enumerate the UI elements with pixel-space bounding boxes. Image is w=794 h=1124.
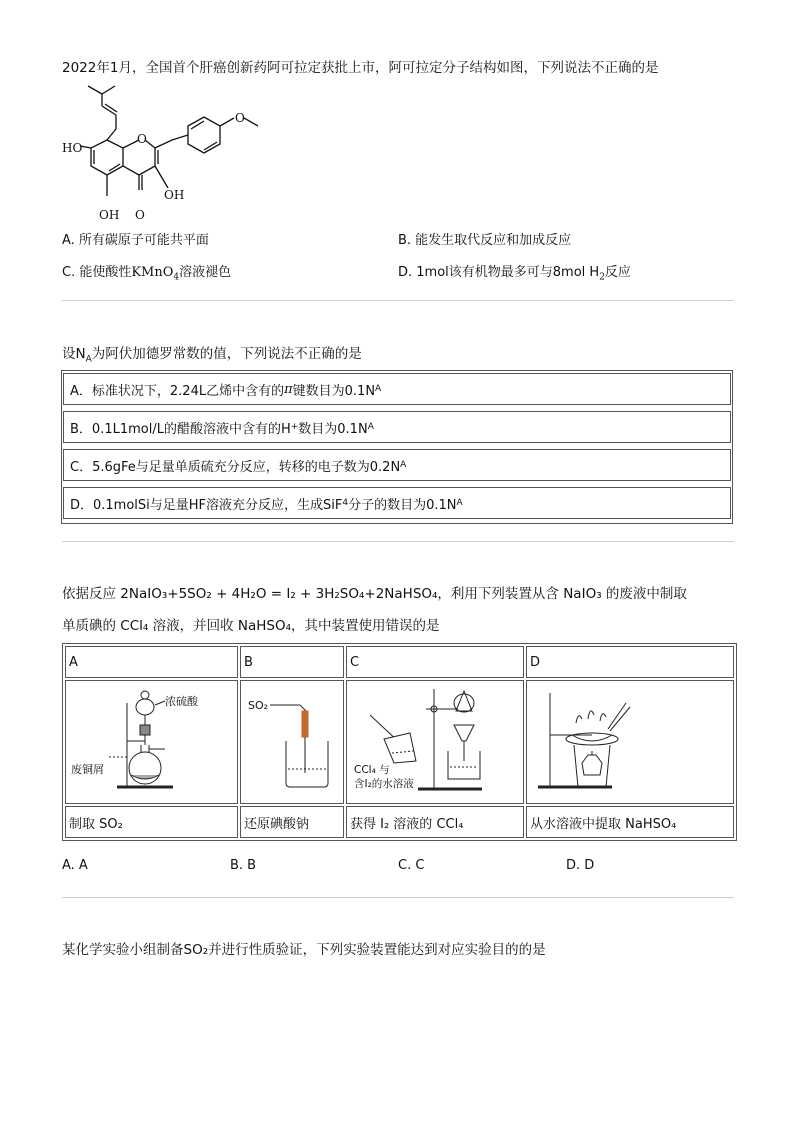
q1-option-d-prefix: D. 1mol该有机物最多可与8mol H (398, 265, 600, 280)
fig-c-label-1: CCl₄ 与 (354, 764, 390, 776)
q3-apparatus-table (62, 643, 737, 841)
figure-a-apparatus (69, 683, 234, 797)
ring-oxygen-label: O (137, 132, 147, 146)
q1-molecule-structure (60, 80, 280, 226)
q2-option-d[interactable] (63, 487, 731, 519)
divider (62, 541, 734, 542)
q2-stem (62, 344, 362, 370)
q2-d-text: D．0.1molSi与足量HF溶液充分反应，生成SiF (70, 497, 343, 513)
figure-a-cell (65, 680, 238, 804)
divider (62, 300, 734, 301)
q1-option-a[interactable]: A. 所有碳原子可能共平面 (62, 233, 209, 248)
caption-a: 制取 SO₂ (65, 806, 238, 838)
q1-option-c-sub: 4 (173, 272, 180, 283)
fig-c-label-2: 含I₂的水溶液 (354, 778, 414, 790)
q1-option-c-suffix: 溶液褪色 (179, 265, 232, 280)
caption-b: 还原碘酸钠 (240, 806, 344, 838)
q2-a-pi: π (284, 381, 293, 397)
q2-stem-post: 为阿伏加德罗常数的值，下列说法不正确的是 (91, 346, 362, 362)
q2-b-text2: 数目为0.1N (298, 421, 368, 437)
q1-option-c[interactable] (62, 261, 231, 283)
fig-a-side-label: 废铜屑 (71, 763, 104, 776)
q2-option-b[interactable] (63, 411, 731, 443)
q1-option-d[interactable] (398, 261, 631, 283)
ho-left-label: HO (62, 141, 83, 155)
q2-option-c[interactable] (63, 449, 731, 481)
caption-d: 从水溶液中提取 NaHSO₄ (526, 806, 734, 838)
q3-stem-line1: 依据反应 2NaIO₃+5SO₂ + 4H₂O = I₂ + 3H₂SO₄+2NaHSO₄，利用下列装置从含 NaIO₃ 的废液中制取 (62, 586, 687, 602)
header-d: D (526, 646, 734, 678)
q2-c-text: C．5.6gFe与足量单质硫充分反应，转移的电子数为0.2N (70, 459, 401, 475)
divider (62, 897, 734, 898)
carbonyl-oxygen-label: O (135, 208, 145, 222)
caption-c: 获得 I₂ 溶液的 CCl₄ (346, 806, 524, 838)
figure-c-cell (346, 680, 524, 804)
q2-b-sub: A (367, 422, 374, 432)
q3-answer-b[interactable]: B. B (230, 858, 257, 873)
figure-b-cell (240, 680, 344, 804)
q1-option-d-sub: 2 (599, 272, 605, 283)
q2-b-text: B．0.1L1mol/L的醋酸溶液中含有的H (70, 421, 291, 437)
q3-answer-c[interactable]: C. C (398, 858, 425, 873)
figure-d-cell (526, 680, 734, 804)
header-c: C (346, 646, 524, 678)
q1-option-b[interactable]: B. 能发生取代反应和加成反应 (398, 233, 572, 248)
fig-a-top-label: 浓硫酸 (165, 695, 198, 708)
q2-a-text2: 键数目为0.1N (292, 383, 376, 399)
q2-a-sub: A (375, 384, 382, 394)
fig-b-label: SO₂ (248, 699, 269, 712)
q2-d-sub: A (456, 498, 463, 508)
q3-answer-a[interactable]: A. A (62, 858, 88, 873)
q3-stem-line2: 单质碘的 CCl₄ 溶液，并回收 NaHSO₄，其中装置使用错误的是 (62, 618, 440, 634)
header-a: A (65, 646, 238, 678)
q1-option-c-formula: KMnO (131, 265, 174, 280)
figure-b-apparatus (244, 683, 340, 797)
q1-option-d-suffix: 反应 (604, 265, 631, 280)
q3-answer-d[interactable]: D. D (566, 858, 595, 873)
oh-right-label: OH (164, 188, 185, 202)
methoxy-oxygen-label: O (235, 111, 245, 125)
q2-d-text2: 分子的数目为0.1N (348, 497, 457, 513)
q2-d-sub1: 4 (342, 498, 349, 508)
q4-stem: 某化学实验小组制备SO₂并进行性质验证，下列实验装置能达到对应实验目的的是 (62, 942, 546, 958)
figure-c-apparatus (350, 683, 520, 797)
q2-stem-pre: 设N (62, 346, 86, 362)
q2-stem-sub: A (85, 354, 92, 365)
q2-c-sub: A (400, 460, 407, 470)
q1-stem: 2022年1月，全国首个肝癌创新药阿可拉定获批上市，阿可拉定分子结构如图，下列说法不正确的是 (62, 60, 659, 76)
q2-option-a[interactable] (63, 373, 731, 405)
header-b: B (240, 646, 344, 678)
q2-a-text: A．标准状况下，2.24L乙烯中含有的 (70, 383, 285, 399)
figure-d-apparatus (530, 683, 730, 797)
q1-option-c-prefix: C. 能使酸性 (62, 265, 132, 280)
q2-b-sup: + (290, 422, 299, 432)
oh-bottom-label: OH (99, 208, 120, 222)
